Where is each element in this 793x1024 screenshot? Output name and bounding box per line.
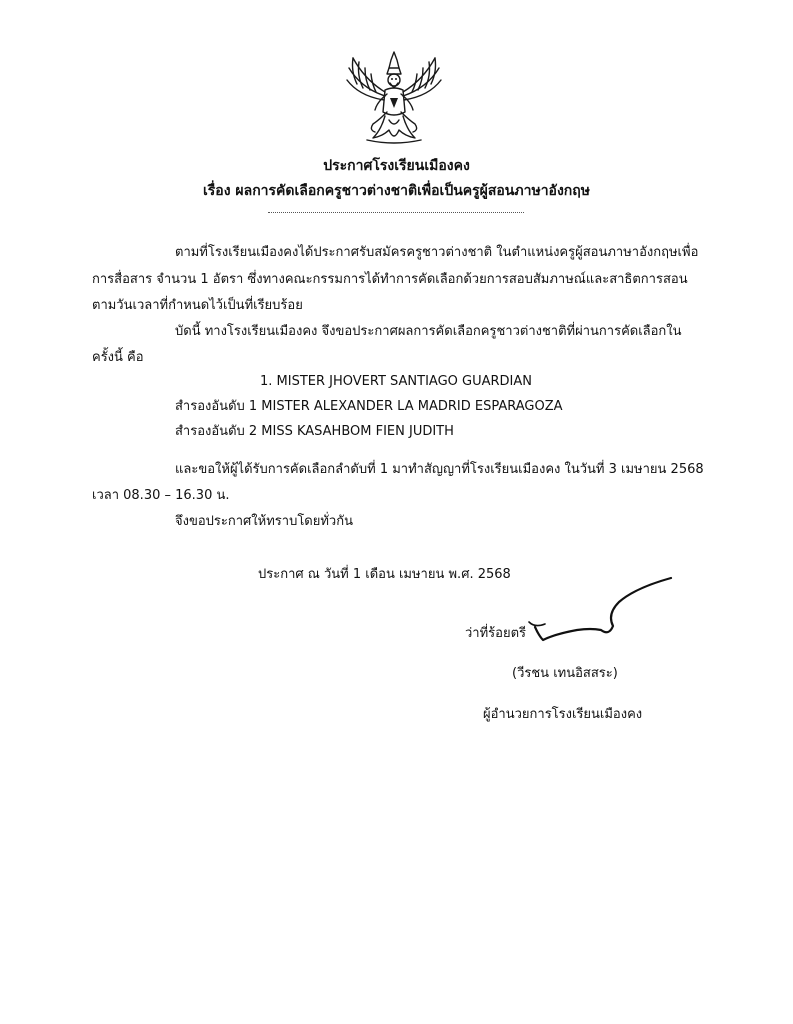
para1-line2: การสื่อสาร จำนวน 1 อัตรา ซึ่งทางคณะกรรมการได้ทำการคัดเลือกด้วยการสอบสัมภาษณ์และสาธิตการสอน bbox=[92, 272, 688, 287]
para3-line2: เวลา 08.30 – 16.30 น. bbox=[92, 488, 230, 503]
reserve-2: สำรองอันดับ 2 MISS KASAHBOM FIEN JUDITH bbox=[175, 424, 454, 439]
signature bbox=[525, 572, 680, 652]
para1-line1: ตามที่โรงเรียนเมืองคงได้ประกาศรับสมัครครูชาวต่างชาติ ในตำแหน่งครูผู้สอนภาษาอังกฤษเพื่อ bbox=[175, 245, 699, 260]
document-subject: เรื่อง ผลการคัดเลือกครูชาวต่างชาติเพื่อเป็นครูผู้สอนภาษาอังกฤษ bbox=[202, 183, 590, 199]
document-title: ประกาศโรงเรียนเมืองคง bbox=[323, 158, 470, 174]
para2-line2: ครั้งนี้ คือ bbox=[92, 350, 144, 365]
closing-line: จึงขอประกาศให้ทราบโดยทั่วกัน bbox=[175, 514, 353, 529]
selected-candidate: 1. MISTER JHOVERT SANTIAGO GUARDIAN bbox=[260, 374, 533, 389]
signer-rank: ว่าที่ร้อยตรี bbox=[465, 626, 527, 641]
reserve-1: สำรองอันดับ 1 MISTER ALEXANDER LA MADRID ESPARAGOZA bbox=[175, 399, 563, 414]
signer-name: (วีรชน เทนอิสสระ) bbox=[512, 666, 618, 681]
title-divider bbox=[268, 212, 524, 213]
signer-position: ผู้อำนวยการโรงเรียนเมืองคง bbox=[483, 707, 643, 722]
garuda-emblem bbox=[343, 50, 445, 146]
para2-line1: บัดนี้ ทางโรงเรียนเมืองคง จึงขอประกาศผลการคัดเลือกครูชาวต่างชาติที่ผ่านการคัดเลือกใน bbox=[175, 324, 682, 339]
announcement-date: ประกาศ ณ วันที่ 1 เดือน เมษายน พ.ศ. 2568 bbox=[258, 567, 511, 582]
para3-line1: และขอให้ผู้ได้รับการคัดเลือกลำดับที่ 1 มาทำสัญญาที่โรงเรียนเมืองคง ในวันที่ 3 เมษายน 2568 bbox=[175, 462, 704, 477]
para1-line3: ตามวันเวลาที่กำหนดไว้เป็นที่เรียบร้อย bbox=[92, 298, 303, 313]
